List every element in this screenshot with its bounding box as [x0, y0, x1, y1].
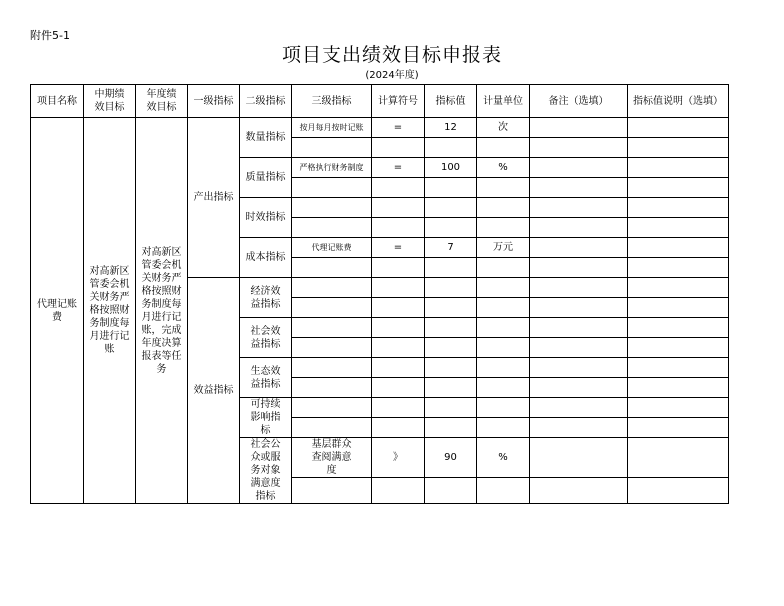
level2-sustainable-cell: 可持续影响指标 — [240, 398, 292, 438]
table-row — [31, 118, 729, 138]
level2-quantity-cell: 数量指标 — [240, 118, 292, 158]
project-name-cell: 代理记账费 — [31, 118, 84, 504]
col-header: 年度绩效目标 — [136, 85, 188, 118]
col-header: 计量单位 — [477, 85, 530, 118]
value-cell: 12 — [425, 118, 477, 138]
unit-cell: % — [477, 158, 530, 178]
col-header: 指标值 — [425, 85, 477, 118]
midterm-goal-cell: 对高新区管委会机关财务严格按照财务制度每月进行记账 — [84, 118, 136, 504]
indicator-cell: 按月每月按时记账 — [292, 118, 372, 138]
col-header: 计算符号 — [372, 85, 425, 118]
col-header: 一级指标 — [188, 85, 240, 118]
remark-cell — [530, 118, 628, 138]
level2-quality-cell: 质量指标 — [240, 158, 292, 198]
col-header: 三级指标 — [292, 85, 372, 118]
table-header-row — [31, 85, 729, 118]
page-title: 项目支出绩效目标申报表 — [281, 44, 502, 66]
level2-social-cell: 社会效益指标 — [240, 318, 292, 358]
symbol-cell: = — [372, 158, 425, 178]
col-header: 中期绩效目标 — [84, 85, 136, 118]
symbol-cell: = — [372, 118, 425, 138]
value-cell: 90 — [425, 438, 477, 478]
value-cell: 7 — [425, 238, 477, 258]
value-note-cell — [628, 118, 729, 138]
unit-cell: 次 — [477, 118, 530, 138]
symbol-cell: 》 — [372, 438, 425, 478]
col-header: 指标值说明（选填） — [628, 85, 729, 118]
year-label: (2024年度) — [365, 70, 419, 81]
indicator-cell: 严格执行财务制度 — [292, 158, 372, 178]
value-cell: 100 — [425, 158, 477, 178]
level2-ecological-cell: 生态效益指标 — [240, 358, 292, 398]
level2-cost-cell: 成本指标 — [240, 238, 292, 278]
col-header: 项目名称 — [31, 85, 84, 118]
level1-output-cell: 产出指标 — [188, 118, 240, 278]
annual-goal-cell: 对高新区管委会机关财务严格按照财务制度每月进行记账，完成年度决算报表等任务 — [136, 118, 188, 504]
indicator-cell: 基层群众查阅满意度 — [292, 438, 372, 478]
symbol-cell: = — [372, 238, 425, 258]
unit-cell: 万元 — [477, 238, 530, 258]
level2-economic-cell: 经济效益指标 — [240, 278, 292, 318]
indicator-cell: 代理记账费 — [292, 238, 372, 258]
level2-timeliness-cell: 时效指标 — [240, 198, 292, 238]
performance-target-table — [30, 84, 729, 504]
attachment-label: 附件5-1 — [30, 29, 70, 42]
unit-cell: % — [477, 438, 530, 478]
col-header: 备注（选填） — [530, 85, 628, 118]
level2-satisfaction-cell: 社会公众或服务对象满意度指标 — [240, 438, 292, 504]
level1-benefit-cell: 效益指标 — [188, 278, 240, 504]
col-header: 二级指标 — [240, 85, 292, 118]
